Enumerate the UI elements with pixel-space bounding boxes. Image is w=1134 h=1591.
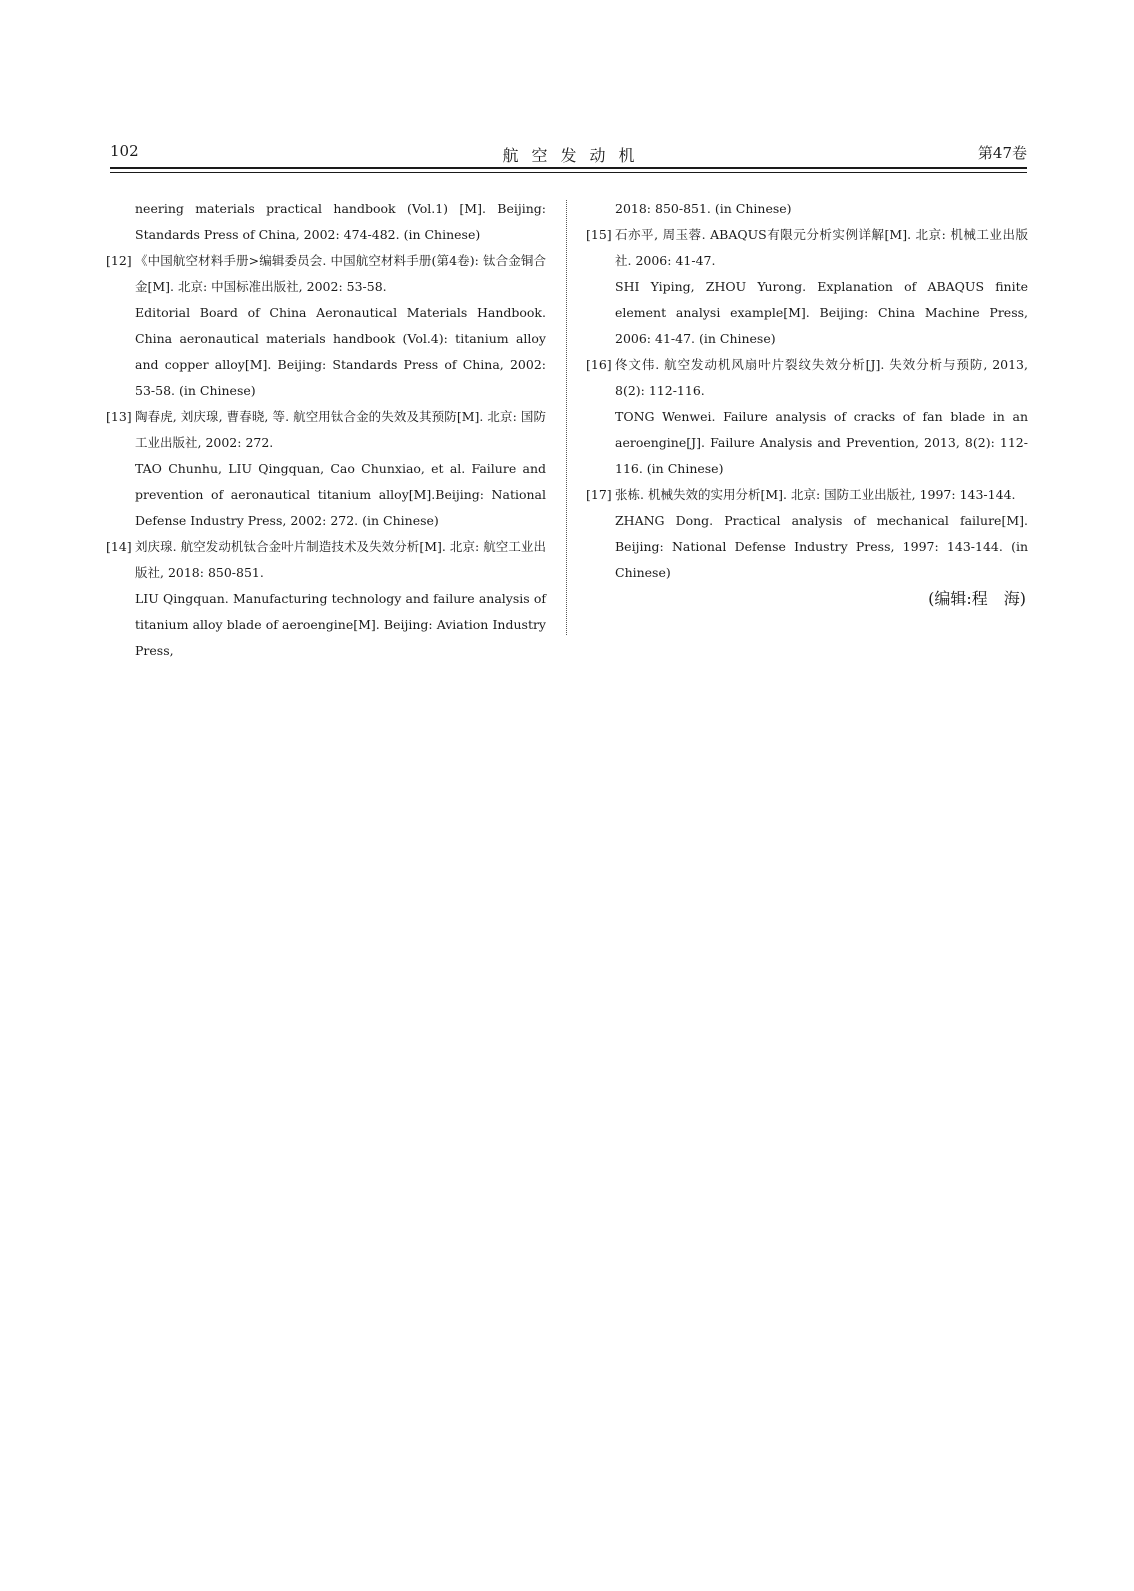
reference-17	[586, 482, 1028, 586]
reference-english: TAO Chunhu, LIU Qingquan, Cao Chunxiao, et al. Failure and prevention of aeronautical titanium alloy[M].Beijing: National Defense Industry Press, 2002: 272. (in Chinese)	[135, 461, 546, 528]
reference-number: [17]	[586, 487, 612, 502]
reference-english: LIU Qingquan. Manufacturing technology and failure analysis of titanium alloy blade of aeroengine[M]. Beijing: Aviation Industry Press,	[135, 591, 546, 658]
reference-continuation: 2018: 850-851. (in Chinese)	[615, 201, 792, 216]
reference-chinese: 石亦平, 周玉蓉. ABAQUS有限元分析实例详解[M]. 北京: 机械工业出版社. 2006: 41-47.	[615, 227, 1028, 268]
reference-13	[106, 404, 546, 534]
reference-english: SHI Yiping, ZHOU Yurong. Explanation of ABAQUS finite element analysi example[M]. Beijing: China Machine Press, 2006: 41-47. (in Chinese)	[615, 279, 1028, 346]
volume-label: 第47卷	[977, 144, 1027, 162]
reference-number: [14]	[106, 539, 132, 554]
reference-chinese: 《中国航空材料手册>编辑委员会. 中国航空材料手册(第4卷): 钛合金铜合金[M]. 北京: 中国标准出版社, 2002: 53-58.	[135, 253, 546, 294]
reference-continuation: neering materials practical handbook (Vol.1) [M]. Beijing: Standards Press of China, 2002: 474-482. (in Chinese)	[135, 201, 546, 242]
left-column	[106, 196, 546, 664]
page-header	[110, 142, 1027, 166]
journal-title: 航空发动机	[502, 146, 648, 165]
header-rule-thin	[110, 172, 1027, 173]
reference-15	[586, 222, 1028, 352]
reference-number: [13]	[106, 409, 132, 424]
editor-note: (编辑:程 海)	[928, 589, 1026, 608]
reference-number: [12]	[106, 253, 132, 268]
reference-english: Editorial Board of China Aeronautical Materials Handbook. China aeronautical materials handbook (Vol.4): titanium alloy and copper alloy[M]. Beijing: Standards Press of China, 2002: 53-58. (in Chinese)	[135, 305, 546, 398]
reference-chinese: 佟文伟. 航空发动机风扇叶片裂纹失效分析[J]. 失效分析与预防, 2013, 8(2): 112-116.	[615, 357, 1028, 398]
reference-16	[586, 352, 1028, 482]
reference-14	[106, 534, 546, 664]
right-column	[586, 196, 1028, 614]
reference-12	[106, 248, 546, 404]
reference-chinese: 张栋. 机械失效的实用分析[M]. 北京: 国防工业出版社, 1997: 143-144.	[615, 487, 1016, 502]
reference-chinese: 陶春虎, 刘庆瑔, 曹春晓, 等. 航空用钛合金的失效及其预防[M]. 北京: 国防工业出版社, 2002: 272.	[135, 409, 546, 450]
header-rule-thick	[110, 167, 1027, 169]
reference-english: TONG Wenwei. Failure analysis of cracks of fan blade in an aeroengine[J]. Failure Analysis and Prevention, 2013, 8(2): 112-116. (in Chinese)	[615, 409, 1028, 476]
reference-chinese: 刘庆瑔. 航空发动机钛合金叶片制造技术及失效分析[M]. 北京: 航空工业出版社, 2018: 850-851.	[135, 539, 546, 580]
reference-number: [15]	[586, 227, 612, 242]
reference-number: [16]	[586, 357, 612, 372]
reference-english: ZHANG Dong. Practical analysis of mechanical failure[M]. Beijing: National Defense Industry Press, 1997: 143-144. (in Chinese)	[615, 513, 1028, 580]
column-divider	[566, 200, 567, 635]
page-number: 102	[110, 142, 139, 160]
